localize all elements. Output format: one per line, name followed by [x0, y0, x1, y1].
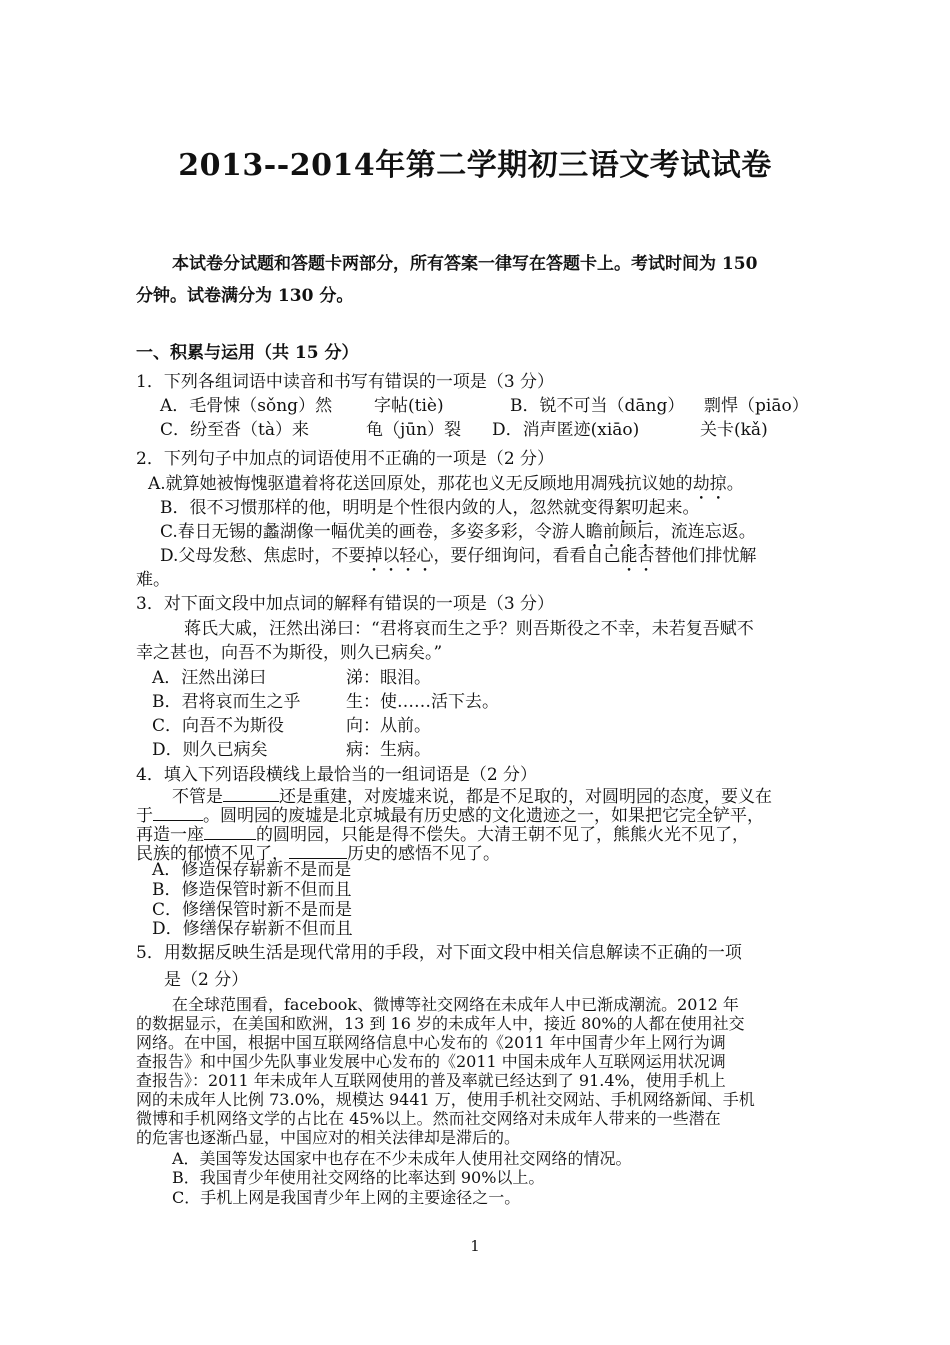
q4-p4-a: 民族的郁愤不见了，	[136, 844, 289, 864]
fill-blank	[289, 841, 347, 859]
q1-option-c-word2: 龟（jūn）裂	[366, 420, 462, 440]
q3-option-b-meaning: 生：使……活下去。	[346, 692, 499, 712]
q2-option-d-line-2: 难。	[136, 570, 170, 590]
q4-p4-b: 历史的感悟不见了。	[347, 844, 500, 864]
q4-d-col5: 而且	[318, 919, 353, 939]
q4-d-col2: 保存	[216, 919, 251, 939]
q5-passage-line: 微博和手机网络文学的占比在 45%以上。然而社交网络对未成年人带来的一些潜在	[136, 1109, 721, 1128]
q4-c-col5: 而是	[318, 900, 353, 920]
q5-passage-line: 查报告》：2011 年未成年人互联网使用的普及率就已经达到了 91.4%，使用手机上	[136, 1071, 726, 1090]
q3-passage-line-1: 蒋氏大戚，汪然出涕曰：“君将哀而生之乎？则吾斯役之不幸，未若复吾赋不	[184, 619, 754, 639]
q4-p3-b: 的圆明园，只能是得不偿失。大清王朝不见了，熊熊火光不见了，	[256, 825, 749, 845]
q1-option-d-word2: 关卡(kǎ)	[700, 420, 768, 440]
q4-p2-b: 。圆明园的废墟是北京城最有历史感的文化遗迹之一，如果把它完全铲平，	[203, 806, 764, 826]
q5-passage-line: 查报告》和中国少先队事业发展中心发布的《2011 中国未成年人互联网运用状况调	[136, 1052, 726, 1071]
q2-a-text: A.就算她被悔愧驱遣着将花送回原处，那花也义无反顾地用凋残抗议她的	[148, 474, 693, 494]
q4-p3-a: 再造一座	[136, 825, 204, 845]
q3-option-a-meaning: 涕：眼泪。	[346, 668, 431, 688]
q5-passage-line: 网络。在中国，根据中国互联网络信息中心发布的《2011 年中国青少年上网行为调	[136, 1033, 726, 1052]
q3-option-d-meaning: 病：生病。	[346, 740, 431, 760]
question-5-stem: 5．用数据反映生活是现代常用的手段，对下面文段中相关信息解读不正确的一项	[136, 943, 742, 963]
q4-b-col1: B．修造	[152, 880, 216, 900]
q3-option-a: A．汪然出涕曰	[152, 668, 267, 688]
q4-a-col3: 崭新	[249, 860, 284, 880]
q2-d-mid: ，要仔细询问，看看自己	[433, 546, 621, 566]
q4-c-col3: 时新	[250, 900, 285, 920]
intro-line-2: 分钟。试卷满分为 130 分。	[136, 286, 354, 306]
q4-a-col5: 而是	[317, 860, 352, 880]
question-1-stem: 1．下列各组词语中读音和书写有错误的一项是（3 分）	[136, 372, 555, 392]
q5-option-b: B．我国青少年使用社交网络的比率达到 90%以上。	[172, 1168, 545, 1187]
q4-option-row-b	[152, 880, 352, 901]
q4-a-col1: A．修造	[152, 860, 216, 880]
page-number: 1	[470, 1237, 480, 1255]
q4-d-col3: 崭新	[250, 919, 285, 939]
fill-blank	[223, 784, 279, 802]
q3-option-b: B．君将哀而生之乎	[152, 692, 301, 712]
q4-c-col4: 不是	[284, 900, 319, 920]
page-title: 2013--2014年第二学期初三语文考试试卷	[178, 148, 772, 183]
q3-option-c-meaning: 向：从前。	[346, 716, 431, 736]
q2-c-dotted-word: 瞻前顾后	[585, 522, 654, 542]
q2-option-d	[160, 546, 756, 576]
question-3-stem: 3．对下面文段中加点词的解释有错误的一项是（3 分）	[136, 594, 555, 614]
q3-passage-line-2: 幸之甚也，向吾不为斯役，则久已病矣。”	[136, 643, 443, 663]
q5-passage-line: 网的未成年人比例 73.0%，规模达 9441 万，使用手机社交网站、手机网络新闻、手机	[136, 1090, 755, 1109]
q5-option-c: C．手机上网是我国青少年上网的主要途径之一。	[172, 1188, 521, 1207]
q4-b-col5: 而且	[317, 880, 352, 900]
q1-option-d: D．消声匿迹(xiāo)	[492, 420, 640, 440]
q2-b-text: B．很不习惯那样的他，明明是个性很内敛的人，忽然就变得	[160, 498, 615, 518]
q1-option-a: A．毛骨悚（sǒng）然	[160, 396, 333, 416]
question-4-stem: 4．填入下列语段横线上最恰当的一组词语是（2 分）	[136, 765, 538, 785]
q5-passage-line: 的危害也逐渐凸显，中国应对的相关法律却是滞后的。	[136, 1128, 521, 1147]
q1-option-c: C．纷至沓（tà）来	[160, 420, 309, 440]
q2-a-dotted-word: 劫掠	[692, 474, 727, 494]
section-heading: 一、积累与运用（共 15 分）	[136, 343, 359, 363]
q2-d-dotted-word-2: 能否	[620, 546, 655, 566]
q1-option-a-word2: 字帖(tiè)	[374, 396, 444, 416]
q2-c-text: C.春日无锡的蠡湖像一幅优美的画卷，多姿多彩，令游人	[160, 522, 586, 542]
q4-b-col4: 不但	[283, 880, 318, 900]
q2-d-dotted-word: 掉以轻心	[365, 546, 434, 566]
q4-option-row-a	[152, 860, 351, 881]
q4-c-col1: C．修缮	[152, 900, 217, 920]
q1-option-b-word2: 剽悍（piāo）	[704, 396, 809, 416]
fill-blank	[153, 803, 203, 821]
q2-a-end: 。	[726, 474, 744, 494]
question-5-stem-line-2: 是（2 分）	[164, 970, 249, 990]
q4-a-col4: 不是	[283, 860, 318, 880]
q4-p1-a: 不管是	[172, 787, 223, 807]
q4-c-col2: 保管	[216, 900, 251, 920]
q4-p2-a: 于	[136, 806, 153, 826]
intro-line-1: 本试卷分试题和答题卡两部分，所有答案一律写在答题卡上。考试时间为 150	[172, 254, 758, 274]
q4-d-col1: D．修缮	[152, 919, 217, 939]
fill-blank	[204, 822, 256, 840]
q2-b-end: 起来。	[648, 498, 700, 518]
q4-d-col4: 不但	[284, 919, 319, 939]
q2-d-text: D.父母发愁、焦虑时，不要	[160, 546, 366, 566]
q4-b-col2: 保管	[215, 880, 250, 900]
q2-d-end: 替他们排忧解	[654, 546, 757, 566]
q5-passage-line: 在全球范围看，facebook、微博等社交网络在未成年人中已渐成潮流。2012 年	[172, 995, 739, 1014]
q3-option-c: C．向吾不为斯役	[152, 716, 285, 736]
question-2-stem: 2．下列句子中加点的词语使用不正确的一项是（2 分）	[136, 449, 555, 469]
q4-a-col2: 保存	[215, 860, 250, 880]
q3-option-d: D．则久已病矣	[152, 740, 268, 760]
q2-b-dotted-word: 絮叨	[614, 498, 649, 518]
q4-option-row-d	[152, 919, 353, 940]
q4-p1-b: 还是重建，对废墟来说，都是不足取的，对圆明园的态度，要义在	[279, 787, 772, 807]
q4-b-col3: 时新	[249, 880, 284, 900]
q5-option-a: A．美国等发达国家中也存在不少未成年人使用社交网络的情况。	[172, 1149, 632, 1168]
q1-option-b: B．锐不可当（dāng）	[510, 396, 685, 416]
q5-passage-line: 的数据显示，在美国和欧洲，13 到 16 岁的未成年人中，接近 80%的人都在使用社交	[136, 1014, 745, 1033]
q2-c-end: ，流连忘返。	[653, 522, 756, 542]
